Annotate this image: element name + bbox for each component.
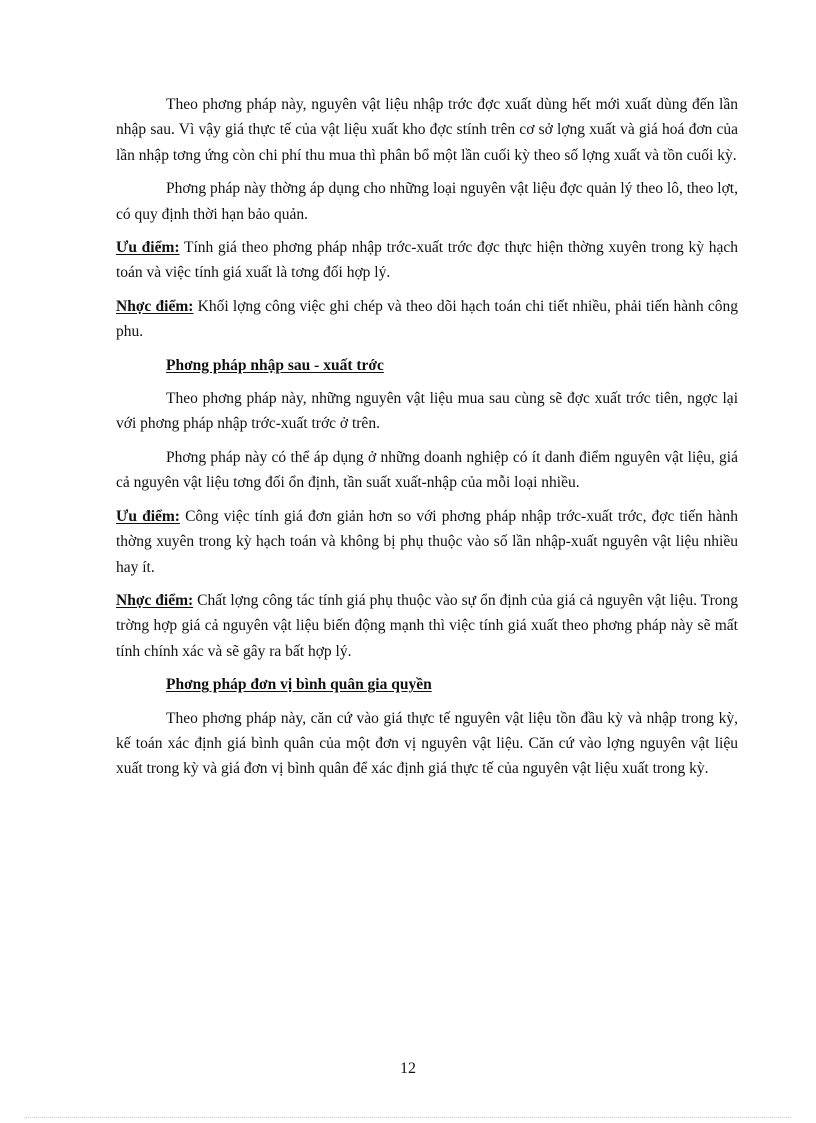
paragraph-weighted-average-description: Theo phơng pháp này, căn cứ vào giá thực tế nguyên vật liệu tồn đầu kỳ và nhập trong kỳ, kế toán xác định giá bình quân của một đơn vị nguyên vật liệu. Căn cứ vào lợng nguyên vật liệu xuất trong kỳ và giá đơn vị bình quân để xác định giá thực tế của nguyên vật liệu xuất trong kỳ. [116,709,738,778]
disadvantage-text: Chất lợng công tác tính giá phụ thuộc vào sự ổn định của giá cả nguyên vật liệu. Trong trờng hợp giá cả nguyên vật liệu biến động mạnh thì việc tính giá xuất theo phơng pháp này sẽ mất tính chính xác và sẽ gây ra bất hợp lý. [116,591,738,660]
paragraph-fifo-disadvantage [116,294,738,345]
paragraph-lifo-application: Phơng pháp này có thể áp dụng ở những doanh nghiệp có ít danh điểm nguyên vật liệu, giá cả nguyên vật liệu tơng đối ổn định, tần suất xuất-nhập của mỗi loại nhiều. [116,448,738,492]
document-body [116,92,738,790]
advantage-label: Ưu điểm: [116,239,180,257]
paragraph-lifo-disadvantage [116,588,738,664]
advantage-text: Công việc tính giá đơn giản hơn so với phơng pháp nhập trớc-xuất trớc, đợc tiến hành thờng xuyên trong kỳ hạch toán và không bị phụ thuộc vào số lần nhập-xuất nguyên vật liệu nhiều hay ít. [116,507,738,576]
paragraph-lifo-advantage [116,504,738,580]
disadvantage-label: Nhợc điểm: [116,297,194,315]
advantage-label: Ưu điểm: [116,507,180,525]
section-heading-lifo: Phơng pháp nhập sau - xuất trớc [166,356,384,374]
disadvantage-label: Nhợc điểm: [116,591,194,609]
advantage-text: Tính giá theo phơng pháp nhập trớc-xuất trớc đợc thực hiện thờng xuyên trong kỳ hạch toán và việc tính giá xuất là tơng đối hợp lý. [116,239,739,282]
disadvantage-text: Khối lợng công việc ghi chép và theo dõi hạch toán chi tiết nhiều, phải tiến hành công phu. [116,297,738,341]
footer-divider [25,1117,791,1118]
section-heading-weighted-average: Phơng pháp đơn vị bình quân gia quyền [166,676,432,694]
paragraph-lifo-description: Theo phơng pháp này, những nguyên vật liệu mua sau cùng sẽ đợc xuất trớc tiên, ngợc lại với phơng pháp nhập trớc-xuất trớc ở trên. [116,390,738,433]
paragraph-fifo-description: Theo phơng pháp này, nguyên vật liệu nhập trớc đợc xuất dùng hết mới xuất dùng đến lần nhập sau. Vì vậy giá thực tế của vật liệu xuất kho đợc stính trên cơ sở lợng xuất và giá hoá đơn của lần nhập tơng ứng còn chi phí thu mua thì phân bổ một lần cuối kỳ theo số lợng xuất và tồn cuối kỳ. [116,96,738,164]
page-number: 12 [400,1060,416,1077]
paragraph-fifo-advantage [116,235,738,286]
paragraph-fifo-application: Phơng pháp này thờng áp dụng cho những loại nguyên vật liệu đợc quản lý theo lô, theo lợt, có quy định thời hạn bảo quản. [116,180,738,223]
